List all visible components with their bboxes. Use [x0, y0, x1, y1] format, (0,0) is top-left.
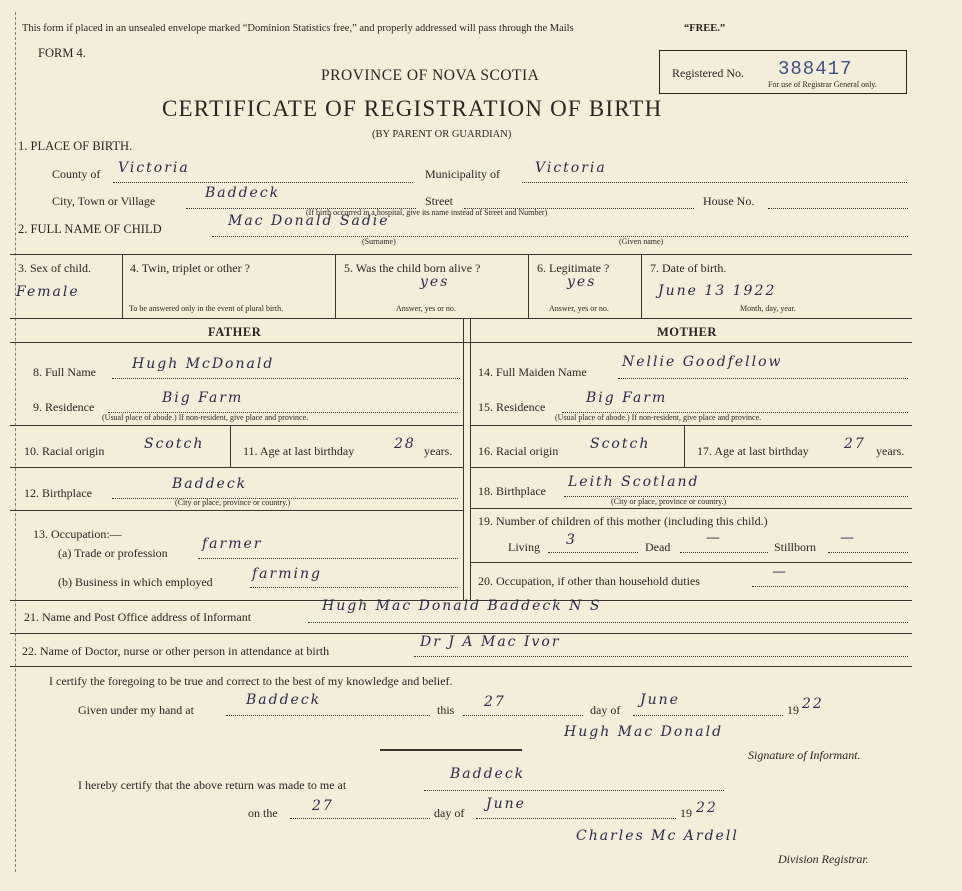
father-age-unit: years. [424, 444, 453, 458]
stillborn-label: Stillborn [774, 540, 817, 554]
father-name-value: Hugh McDonald [132, 356, 275, 372]
registered-number: 388417 [778, 58, 853, 80]
child-name-label: 2. FULL NAME OF CHILD [18, 222, 162, 236]
legitimate-value: yes [567, 274, 597, 290]
business-label: (b) Business in which employed [58, 575, 213, 589]
father-age-label: 11. Age at last birthday [243, 444, 355, 458]
child-name-value: Mac Donald Sadie [228, 213, 390, 229]
mother-residence-label: 15. Residence [478, 400, 546, 414]
father-birthplace-label: 12. Birthplace [24, 486, 92, 500]
mother-birthplace-value: Leith Scotland [568, 474, 700, 490]
registrar-signature-caption: Division Registrar. [778, 852, 869, 866]
informant-value: Hugh Mac Donald Baddeck N S [322, 598, 602, 614]
perforation-line [15, 12, 16, 872]
city-value: Baddeck [205, 185, 281, 201]
mother-racial-label: 16. Racial origin [478, 444, 559, 458]
given-day-value: 27 [484, 694, 506, 710]
reg-year-prefix: 19 [680, 806, 692, 820]
mother-age-value: 27 [844, 436, 866, 452]
father-residence-value: Big Farm [162, 390, 244, 406]
province-title: PROVINCE OF NOVA SCOTIA [321, 67, 540, 84]
mother-residence-value: Big Farm [586, 390, 668, 406]
twin-label: 4. Twin, triplet or other ? [130, 261, 250, 275]
sex-value: Female [16, 284, 80, 300]
father-racial-value: Scotch [144, 436, 205, 452]
given-year-value: 22 [802, 696, 824, 712]
registered-label: Registered No. [672, 66, 744, 80]
trade-label: (a) Trade or profession [58, 546, 168, 560]
sex-label: 3. Sex of child. [18, 261, 91, 275]
reg-month-value: June [486, 796, 526, 812]
date-label: 7. Date of birth. [650, 261, 727, 275]
father-age-value: 28 [394, 436, 416, 452]
attendant-value: Dr J A Mac Ivor [420, 634, 561, 650]
mother-name-label: 14. Full Maiden Name [478, 365, 587, 379]
municipality-label: Municipality of [425, 167, 500, 181]
registrar-place-value: Baddeck [450, 766, 526, 782]
page-title: CERTIFICATE OF REGISTRATION OF BIRTH [162, 96, 663, 121]
informant-signature: Hugh Mac Donald [564, 724, 724, 740]
dead-value: — [706, 530, 722, 546]
given-place-value: Baddeck [246, 692, 322, 708]
county-value: Victoria [118, 160, 190, 176]
father-birthplace-value: Baddeck [172, 476, 248, 492]
business-value: farming [252, 566, 322, 582]
occupation-label: 13. Occupation:— [33, 527, 122, 541]
mail-free: “FREE.” [684, 23, 726, 34]
given-name-caption: (Given name) [619, 237, 664, 246]
reg-year-value: 22 [696, 800, 718, 816]
mother-name-value: Nellie Goodfellow [622, 354, 783, 370]
mother-racial-value: Scotch [590, 436, 651, 452]
informant-label: 21. Name and Post Office address of Informant [24, 610, 252, 624]
date-value: June 13 1922 [658, 283, 777, 299]
given-month-value: June [640, 692, 680, 708]
mother-residence-note: (Usual place of abode.) If non-resident, give place and province. [555, 413, 762, 422]
given-year-prefix: 19 [787, 703, 799, 717]
father-residence-label: 9. Residence [33, 400, 95, 414]
living-value: 3 [566, 532, 577, 548]
page-subtitle: (BY PARENT OR GUARDIAN) [372, 129, 512, 140]
father-residence-note: (Usual place of abode.) If non-resident, give place and province. [102, 413, 309, 422]
county-label: County of [52, 167, 101, 181]
legitimate-note: Answer, yes or no. [549, 304, 609, 313]
place-heading: 1. PLACE OF BIRTH. [18, 139, 133, 153]
this-label: this [437, 703, 455, 717]
father-name-label: 8. Full Name [33, 365, 96, 379]
trade-value: farmer [202, 536, 263, 552]
reg-day-of-label: day of [434, 806, 465, 820]
surname-caption: (Surname) [362, 237, 396, 246]
stillborn-value: — [840, 530, 856, 546]
father-racial-label: 10. Racial origin [24, 444, 105, 458]
attendant-label: 22. Name of Doctor, nurse or other person in attendance at birth [22, 644, 330, 658]
alive-note: Answer, yes or no. [396, 304, 456, 313]
twin-note: To be answered only in the event of plural birth. [129, 304, 284, 313]
city-label: City, Town or Village [52, 194, 156, 208]
street-label: Street [425, 194, 453, 208]
certify-statement: I certify the foregoing to be true and correct to the best of my knowledge and belief. [49, 674, 453, 688]
father-heading: FATHER [208, 325, 262, 339]
informant-signature-caption: Signature of Informant. [748, 748, 861, 762]
form-number: FORM 4. [38, 46, 86, 60]
mother-heading: MOTHER [657, 325, 717, 339]
mother-occupation-value: — [772, 564, 788, 580]
mother-occupation-label: 20. Occupation, if other than household duties [478, 574, 700, 588]
on-the-label: on the [248, 806, 278, 820]
municipality-value: Victoria [535, 160, 607, 176]
mother-birthplace-label: 18. Birthplace [478, 484, 546, 498]
registrar-use-note: For use of Registrar General only. [768, 80, 877, 89]
date-note: Month, day, year. [740, 304, 796, 313]
dead-label: Dead [645, 540, 671, 554]
registrar-signature: Charles Mc Ardell [576, 828, 739, 844]
living-label: Living [508, 540, 540, 554]
registrar-statement: I hereby certify that the above return was made to me at [78, 778, 347, 792]
children-count-label: 19. Number of children of this mother (including this child.) [478, 514, 768, 528]
registered-number-box [659, 50, 907, 94]
house-label: House No. [703, 194, 755, 208]
hospital-note: (If birth occurred in a hospital, give its name instead of Street and Number) [306, 208, 548, 217]
reg-day-value: 27 [312, 798, 334, 814]
alive-value: yes [420, 274, 450, 290]
mother-age-label: 17. Age at last birthday [697, 444, 809, 458]
mail-note: This form if placed in an unsealed envelope marked “Dominion Statistics free,” and properly addressed will pass through the Mails [22, 23, 574, 34]
given-under-label: Given under my hand at [78, 703, 194, 717]
alive-label: 5. Was the child born alive ? [344, 261, 481, 275]
mother-birthplace-note: (City or place, province or country.) [611, 497, 727, 506]
mother-age-unit: years. [876, 444, 905, 458]
legitimate-label: 6. Legitimate ? [537, 261, 610, 275]
day-of-label: day of [590, 703, 621, 717]
father-birthplace-note: (City or place, province or country.) [175, 498, 291, 507]
